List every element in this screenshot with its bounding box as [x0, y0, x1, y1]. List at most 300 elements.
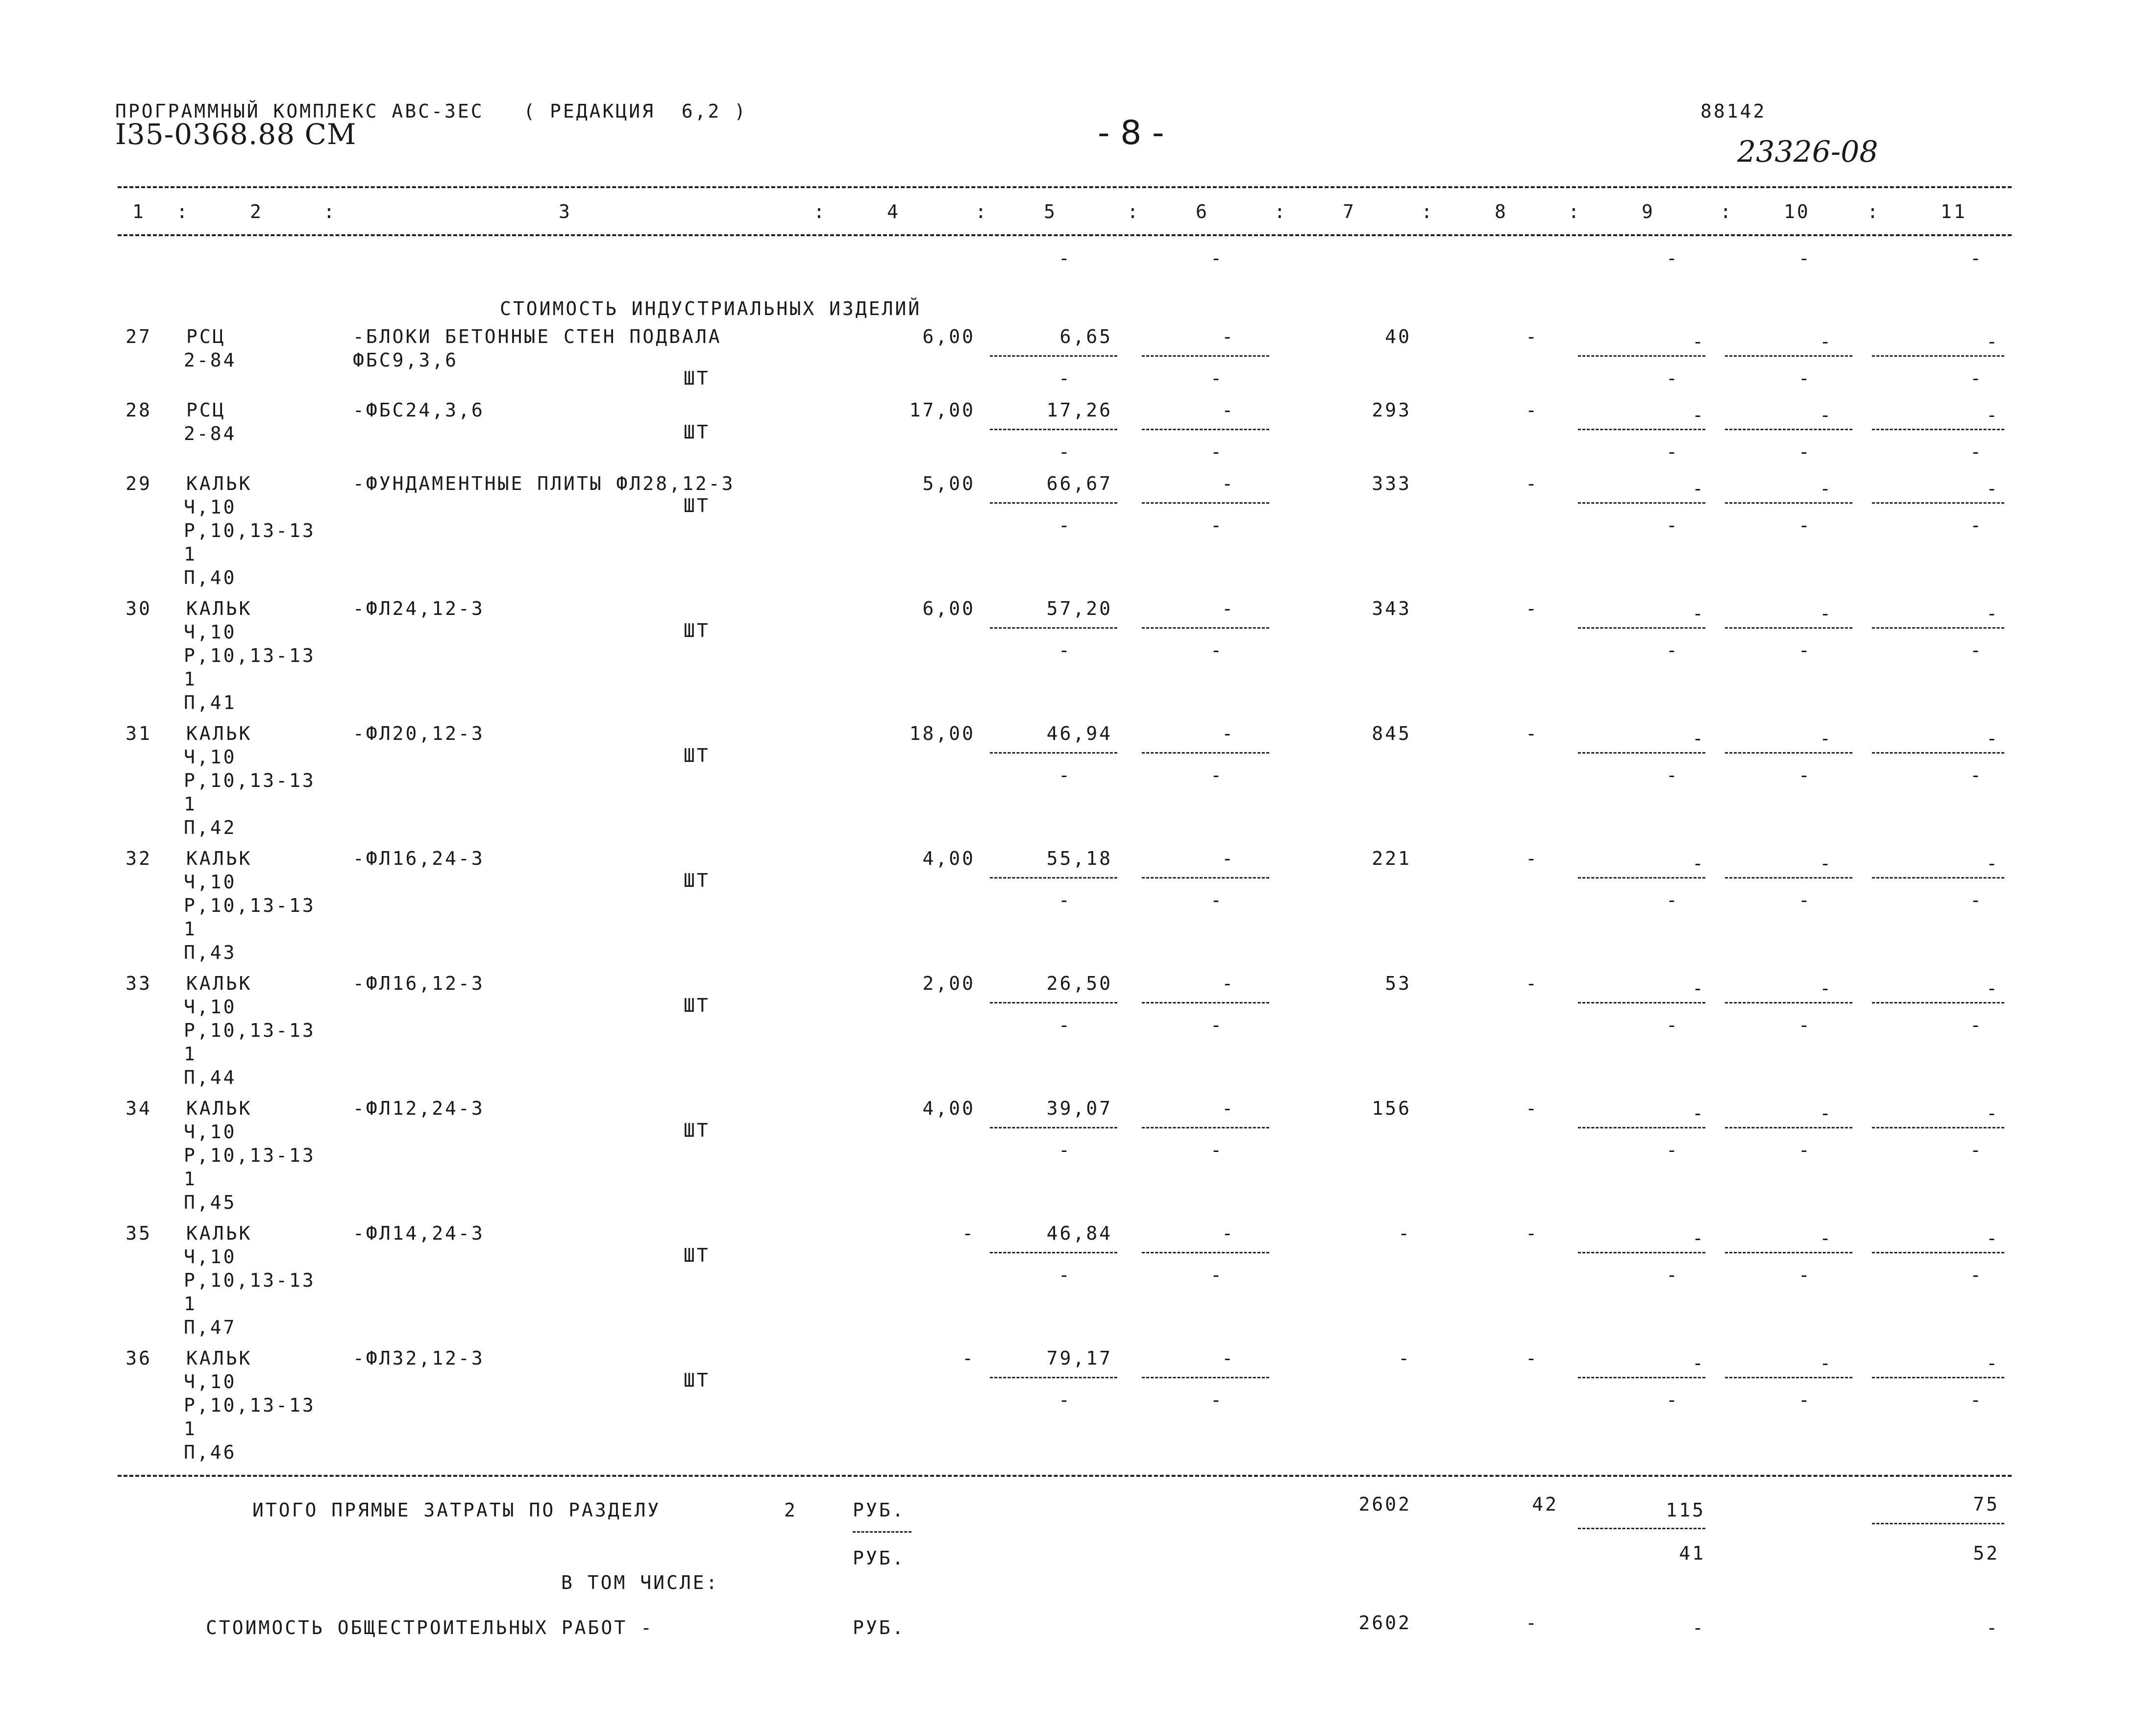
column-number-4: 4: [887, 201, 900, 222]
col11-separator: [1872, 1002, 2004, 1003]
col10-value: -: [1820, 331, 1833, 352]
col9-value: -: [1692, 404, 1705, 426]
general-works-col7: 2602: [1358, 1612, 1411, 1634]
col10-sub-dash: -: [1798, 639, 1812, 661]
price-separator: [990, 752, 1117, 754]
totals-col11-dash: [1872, 1523, 2004, 1524]
col6-sub-dash: -: [1210, 764, 1224, 786]
column-separator: :: [1421, 201, 1434, 222]
col11-separator: [1872, 627, 2004, 629]
col9-sub-dash: -: [1666, 367, 1679, 389]
col6-value: -: [1222, 848, 1235, 869]
column-separator: :: [1867, 201, 1880, 222]
column-separator: :: [323, 201, 337, 222]
col11-sub-dash: -: [1970, 1264, 1983, 1286]
col6-separator: [1142, 1002, 1269, 1003]
col6-sub-dash: -: [1210, 889, 1224, 911]
row-number: 36: [125, 1347, 152, 1369]
col6-value: -: [1222, 723, 1235, 744]
col6-separator: [1142, 355, 1269, 357]
column-number-7: 7: [1343, 201, 1356, 222]
col9-sub-dash: -: [1666, 764, 1679, 786]
top-placeholder-dash: -: [1798, 247, 1812, 269]
col11-separator: [1872, 1127, 2004, 1128]
resource-code-line: Ч,10: [184, 1246, 237, 1268]
col9-separator: [1578, 1002, 1705, 1003]
item-name-line: -ФБС24,3,6: [353, 399, 485, 421]
col11-value: -: [1986, 331, 1999, 352]
price-sub-dash: -: [1058, 1139, 1072, 1161]
resource-code-line: Р,10,13-13: [184, 645, 316, 666]
unit-label: ШТ: [684, 870, 710, 891]
unit-price: 46,94: [1046, 723, 1112, 744]
unit-label: ШТ: [684, 620, 710, 641]
col7-value: 53: [1385, 973, 1411, 994]
unit-label: ШТ: [684, 1120, 710, 1141]
top-placeholder-dash: -: [1210, 247, 1224, 269]
col9-separator: [1578, 752, 1705, 754]
col6-separator: [1142, 429, 1269, 430]
unit-label: ШТ: [684, 745, 710, 766]
resource-code-line: КАЛЬК: [186, 598, 252, 619]
unit-price: 6,65: [1059, 326, 1112, 347]
col11-separator: [1872, 877, 2004, 879]
col6-sub-dash: -: [1210, 639, 1224, 661]
col7-value: 221: [1372, 848, 1411, 869]
col9-value: -: [1692, 1102, 1705, 1124]
col10-sub-dash: -: [1798, 1389, 1812, 1411]
col11-separator: [1872, 1252, 2004, 1253]
resource-code-line: 1: [184, 543, 197, 565]
col6-separator: [1142, 1377, 1269, 1378]
col9-value: -: [1692, 331, 1705, 352]
col9-value: -: [1692, 1352, 1705, 1374]
resource-code-line: КАЛЬК: [186, 848, 252, 869]
col10-separator: [1725, 429, 1852, 430]
col10-value: -: [1820, 603, 1833, 624]
unit-label: ШТ: [684, 421, 710, 443]
section-title: СТОИМОСТЬ ИНДУСТРИАЛЬНЫХ ИЗДЕЛИЙ: [500, 298, 922, 319]
quantity: 17,00: [909, 399, 975, 421]
col11-value: -: [1986, 1227, 1999, 1249]
code-right: 88142: [1700, 100, 1767, 122]
price-sub-dash: -: [1058, 367, 1072, 389]
col6-sub-dash: -: [1210, 1139, 1224, 1161]
page-number: - 8 -: [1098, 114, 1164, 152]
totals-unit-1: РУБ.: [853, 1499, 906, 1521]
price-separator: [990, 1377, 1117, 1378]
col9-value: -: [1692, 978, 1705, 999]
col6-value: -: [1222, 1347, 1235, 1369]
col9-sub-dash: -: [1666, 1264, 1679, 1286]
resource-code-line: 1: [184, 1293, 197, 1315]
col11-sub-dash: -: [1970, 1014, 1983, 1036]
col11-separator: [1872, 429, 2004, 430]
col9-separator: [1578, 502, 1705, 504]
col7-value: 333: [1372, 473, 1411, 494]
price-sub-dash: -: [1058, 441, 1072, 463]
unit-price: 46,84: [1046, 1223, 1112, 1244]
price-sub-dash: -: [1058, 1014, 1072, 1036]
col7-value: 40: [1385, 326, 1411, 347]
totals-unit-underline: [853, 1531, 911, 1533]
col10-separator: [1725, 502, 1852, 504]
resource-code-line: Ч,10: [184, 996, 237, 1018]
column-number-8: 8: [1495, 201, 1508, 222]
unit-price: 26,50: [1046, 973, 1112, 994]
top-placeholder-dash: -: [1970, 247, 1983, 269]
col6-separator: [1142, 1252, 1269, 1253]
quantity: 18,00: [909, 723, 975, 744]
price-sub-dash: -: [1058, 514, 1072, 536]
col10-separator: [1725, 877, 1852, 879]
totals-rule: [118, 1475, 2012, 1477]
totals-col9-b: 41: [1679, 1542, 1705, 1564]
resource-code-line: П,40: [184, 567, 237, 588]
general-works-col9: -: [1692, 1617, 1705, 1638]
col10-value: -: [1820, 853, 1833, 874]
col10-value: -: [1820, 1227, 1833, 1249]
resource-code-line: 1: [184, 1043, 197, 1065]
col6-value: -: [1222, 399, 1235, 421]
column-number-3: 3: [559, 201, 572, 222]
col10-separator: [1725, 1127, 1852, 1128]
price-sub-dash: -: [1058, 1264, 1072, 1286]
col11-separator: [1872, 502, 2004, 504]
col10-separator: [1725, 1377, 1852, 1378]
unit-price: 55,18: [1046, 848, 1112, 869]
top-placeholder-dash: -: [1666, 247, 1679, 269]
resource-code-line: П,46: [184, 1442, 237, 1463]
column-separator: :: [1720, 201, 1733, 222]
resource-code-line: РСЦ: [186, 326, 226, 347]
quantity: 4,00: [922, 1098, 975, 1119]
col10-sub-dash: -: [1798, 367, 1812, 389]
including-label: В ТОМ ЧИСЛЕ:: [561, 1572, 719, 1593]
col6-separator: [1142, 627, 1269, 629]
general-works-col11: -: [1986, 1617, 1999, 1638]
col9-separator: [1578, 355, 1705, 357]
top-placeholder-dash: -: [1058, 247, 1072, 269]
unit-label: ШТ: [684, 1245, 710, 1266]
col9-value: -: [1692, 853, 1705, 874]
resource-code-line: П,47: [184, 1317, 237, 1338]
col6-sub-dash: -: [1210, 514, 1224, 536]
col6-value: -: [1222, 326, 1235, 347]
col7-value: 343: [1372, 598, 1411, 619]
resource-code-line: П,44: [184, 1067, 237, 1088]
resource-code-line: Р,10,13-13: [184, 520, 316, 541]
row-number: 35: [125, 1223, 152, 1244]
col9-value: -: [1692, 478, 1705, 499]
price-sub-dash: -: [1058, 889, 1072, 911]
col9-sub-dash: -: [1666, 441, 1679, 463]
totals-unit-2: РУБ.: [853, 1547, 906, 1569]
column-separator: :: [1127, 201, 1140, 222]
col8-value: -: [1526, 326, 1539, 347]
col7-value: 293: [1372, 399, 1411, 421]
item-name-line: -ФЛ20,12-3: [353, 723, 485, 744]
quantity: 5,00: [922, 473, 975, 494]
row-number: 30: [125, 598, 152, 619]
col9-sub-dash: -: [1666, 1014, 1679, 1036]
col10-value: -: [1820, 478, 1833, 499]
resource-code-line: Р,10,13-13: [184, 895, 316, 916]
resource-code-line: П,42: [184, 817, 237, 838]
col8-value: -: [1526, 598, 1539, 619]
resource-code-line: КАЛЬК: [186, 723, 252, 744]
column-separator: :: [813, 201, 827, 222]
col9-separator: [1578, 1377, 1705, 1378]
column-number-2: 2: [250, 201, 263, 222]
col8-value: -: [1526, 1223, 1539, 1244]
resource-code-line: 1: [184, 668, 197, 690]
col11-separator: [1872, 355, 2004, 357]
col10-separator: [1725, 1002, 1852, 1003]
resource-code-line: Ч,10: [184, 871, 237, 893]
resource-code-line: Ч,10: [184, 1371, 237, 1393]
header-bottom-rule: [118, 234, 2012, 236]
document-code: I35-0368.88 СМ: [115, 118, 357, 151]
row-number: 33: [125, 973, 152, 994]
col10-value: -: [1820, 728, 1833, 749]
col10-sub-dash: -: [1798, 441, 1812, 463]
col10-sub-dash: -: [1798, 764, 1812, 786]
unit-price: 79,17: [1046, 1347, 1112, 1369]
resource-code-line: Ч,10: [184, 746, 237, 768]
col9-separator: [1578, 1127, 1705, 1128]
col7-value: 156: [1372, 1098, 1411, 1119]
item-name-line: -ФЛ24,12-3: [353, 598, 485, 619]
row-number: 31: [125, 723, 152, 744]
col11-value: -: [1986, 853, 1999, 874]
resource-code-line: П,45: [184, 1192, 237, 1213]
col11-sub-dash: -: [1970, 764, 1983, 786]
col11-separator: [1872, 1377, 2004, 1378]
col11-value: -: [1986, 1352, 1999, 1374]
resource-code-line: Ч,10: [184, 496, 237, 518]
col11-sub-dash: -: [1970, 639, 1983, 661]
price-separator: [990, 877, 1117, 879]
col6-value: -: [1222, 473, 1235, 494]
col6-sub-dash: -: [1210, 367, 1224, 389]
col6-separator: [1142, 752, 1269, 754]
col11-sub-dash: -: [1970, 889, 1983, 911]
col9-separator: [1578, 877, 1705, 879]
col11-sub-dash: -: [1970, 367, 1983, 389]
program-header: ПРОГРАММНЫЙ КОМПЛЕКС АВС-ЗЕС ( РЕДАКЦИЯ 6,2 ): [115, 100, 748, 122]
row-number: 34: [125, 1098, 152, 1119]
resource-code-line: РСЦ: [186, 399, 226, 421]
unit-price: 39,07: [1046, 1098, 1112, 1119]
col10-value: -: [1820, 1352, 1833, 1374]
quantity: 6,00: [922, 598, 975, 619]
totals-col9: 115: [1666, 1499, 1705, 1521]
col9-separator: [1578, 429, 1705, 430]
col6-value: -: [1222, 598, 1235, 619]
col10-sub-dash: -: [1798, 1139, 1812, 1161]
col10-value: -: [1820, 404, 1833, 426]
col6-separator: [1142, 502, 1269, 504]
unit-label: ШТ: [684, 367, 710, 389]
col8-value: -: [1526, 973, 1539, 994]
column-separator: :: [975, 201, 988, 222]
col10-separator: [1725, 1252, 1852, 1253]
col6-value: -: [1222, 973, 1235, 994]
totals-col11: 75: [1973, 1493, 1999, 1515]
general-works-label: СТОИМОСТЬ ОБЩЕСТРОИТЕЛЬНЫХ РАБОТ -: [206, 1617, 654, 1638]
col6-sub-dash: -: [1210, 1014, 1224, 1036]
item-name-line: -ФЛ12,24-3: [353, 1098, 485, 1119]
col11-separator: [1872, 752, 2004, 754]
col10-sub-dash: -: [1798, 514, 1812, 536]
price-separator: [990, 355, 1117, 357]
col6-sub-dash: -: [1210, 441, 1224, 463]
col10-sub-dash: -: [1798, 1264, 1812, 1286]
header-top-rule: [118, 186, 2012, 188]
general-works-col8: -: [1526, 1612, 1539, 1634]
resource-code-line: 2-84: [184, 423, 237, 444]
resource-code-line: КАЛЬК: [186, 973, 252, 994]
col11-value: -: [1986, 1102, 1999, 1124]
col6-value: -: [1222, 1223, 1235, 1244]
col11-value: -: [1986, 728, 1999, 749]
price-sub-dash: -: [1058, 764, 1072, 786]
totals-section: 2: [784, 1499, 797, 1521]
quantity: -: [962, 1347, 975, 1369]
col10-separator: [1725, 355, 1852, 357]
col9-sub-dash: -: [1666, 889, 1679, 911]
column-number-10: 10: [1784, 201, 1810, 222]
price-separator: [990, 1252, 1117, 1253]
resource-code-line: Р,10,13-13: [184, 1020, 316, 1041]
resource-code-line: Р,10,13-13: [184, 1394, 316, 1416]
col6-sub-dash: -: [1210, 1389, 1224, 1411]
price-separator: [990, 627, 1117, 629]
column-number-9: 9: [1642, 201, 1655, 222]
totals-col9-dash: [1578, 1528, 1705, 1529]
column-number-11: 11: [1941, 201, 1967, 222]
col7-value: -: [1398, 1347, 1411, 1369]
col9-value: -: [1692, 603, 1705, 624]
quantity: 2,00: [922, 973, 975, 994]
price-separator: [990, 1127, 1117, 1128]
col6-sub-dash: -: [1210, 1264, 1224, 1286]
item-name-line: -ФУНДАМЕНТНЫЕ ПЛИТЫ ФЛ28,12-3: [353, 473, 735, 494]
col10-value: -: [1820, 978, 1833, 999]
price-separator: [990, 429, 1117, 430]
price-sub-dash: -: [1058, 1389, 1072, 1411]
quantity: -: [962, 1223, 975, 1244]
col10-separator: [1725, 752, 1852, 754]
item-name-line: -ФЛ32,12-3: [353, 1347, 485, 1369]
unit-label: ШТ: [684, 495, 710, 516]
column-number-6: 6: [1196, 201, 1209, 222]
col11-value: -: [1986, 978, 1999, 999]
col8-value: -: [1526, 399, 1539, 421]
column-number-5: 5: [1044, 201, 1057, 222]
col9-sub-dash: -: [1666, 514, 1679, 536]
col8-value: -: [1526, 1347, 1539, 1369]
totals-col8: 42: [1532, 1493, 1558, 1515]
row-number: 29: [125, 473, 152, 494]
resource-code-line: Р,10,13-13: [184, 1270, 316, 1291]
general-works-unit: РУБ.: [853, 1617, 906, 1638]
resource-code-line: П,43: [184, 942, 237, 963]
item-name-line: -БЛОКИ БЕТОННЫЕ СТЕН ПОДВАЛА: [353, 326, 722, 347]
col10-sub-dash: -: [1798, 889, 1812, 911]
totals-col7: 2602: [1358, 1493, 1411, 1515]
col10-value: -: [1820, 1102, 1833, 1124]
handwritten-number: 23326-08: [1737, 135, 1878, 169]
col9-sub-dash: -: [1666, 1139, 1679, 1161]
column-number-1: 1: [132, 201, 146, 222]
resource-code-line: Ч,10: [184, 621, 237, 643]
resource-code-line: 1: [184, 1418, 197, 1440]
unit-price: 57,20: [1046, 598, 1112, 619]
col7-value: 845: [1372, 723, 1411, 744]
totals-col11-b: 52: [1973, 1542, 1999, 1564]
quantity: 4,00: [922, 848, 975, 869]
price-separator: [990, 1002, 1117, 1003]
resource-code-line: П,41: [184, 692, 237, 713]
col6-separator: [1142, 877, 1269, 879]
unit-price: 66,67: [1046, 473, 1112, 494]
col11-sub-dash: -: [1970, 441, 1983, 463]
col10-sub-dash: -: [1798, 1014, 1812, 1036]
col9-separator: [1578, 1252, 1705, 1253]
col6-separator: [1142, 1127, 1269, 1128]
col11-value: -: [1986, 478, 1999, 499]
col6-value: -: [1222, 1098, 1235, 1119]
column-separator: :: [176, 201, 190, 222]
col11-sub-dash: -: [1970, 1139, 1983, 1161]
resource-code-line: КАЛЬК: [186, 1347, 252, 1369]
col11-value: -: [1986, 404, 1999, 426]
col8-value: -: [1526, 723, 1539, 744]
item-name-line: -ФЛ16,12-3: [353, 973, 485, 994]
col9-sub-dash: -: [1666, 639, 1679, 661]
col9-sub-dash: -: [1666, 1389, 1679, 1411]
col7-value: -: [1398, 1223, 1411, 1244]
col9-value: -: [1692, 1227, 1705, 1249]
col8-value: -: [1526, 473, 1539, 494]
resource-code-line: Р,10,13-13: [184, 1145, 316, 1166]
row-number: 27: [125, 326, 152, 347]
totals-label: ИТОГО ПРЯМЫЕ ЗАТРАТЫ ПО РАЗДЕЛУ: [252, 1499, 661, 1521]
resource-code-line: 1: [184, 793, 197, 815]
item-name-line: -ФЛ16,24-3: [353, 848, 485, 869]
col10-separator: [1725, 627, 1852, 629]
col11-sub-dash: -: [1970, 1389, 1983, 1411]
resource-code-line: Р,10,13-13: [184, 770, 316, 791]
row-number: 32: [125, 848, 152, 869]
col8-value: -: [1526, 848, 1539, 869]
quantity: 6,00: [922, 326, 975, 347]
col11-value: -: [1986, 603, 1999, 624]
resource-code-line: 2-84: [184, 349, 237, 371]
resource-code-line: КАЛЬК: [186, 473, 252, 494]
price-sub-dash: -: [1058, 639, 1072, 661]
item-name-line: ФБС9,3,6: [353, 349, 459, 371]
resource-code-line: 1: [184, 1168, 197, 1190]
unit-label: ШТ: [684, 995, 710, 1016]
price-separator: [990, 502, 1117, 504]
resource-code-line: 1: [184, 918, 197, 940]
col8-value: -: [1526, 1098, 1539, 1119]
col9-separator: [1578, 627, 1705, 629]
resource-code-line: КАЛЬК: [186, 1098, 252, 1119]
